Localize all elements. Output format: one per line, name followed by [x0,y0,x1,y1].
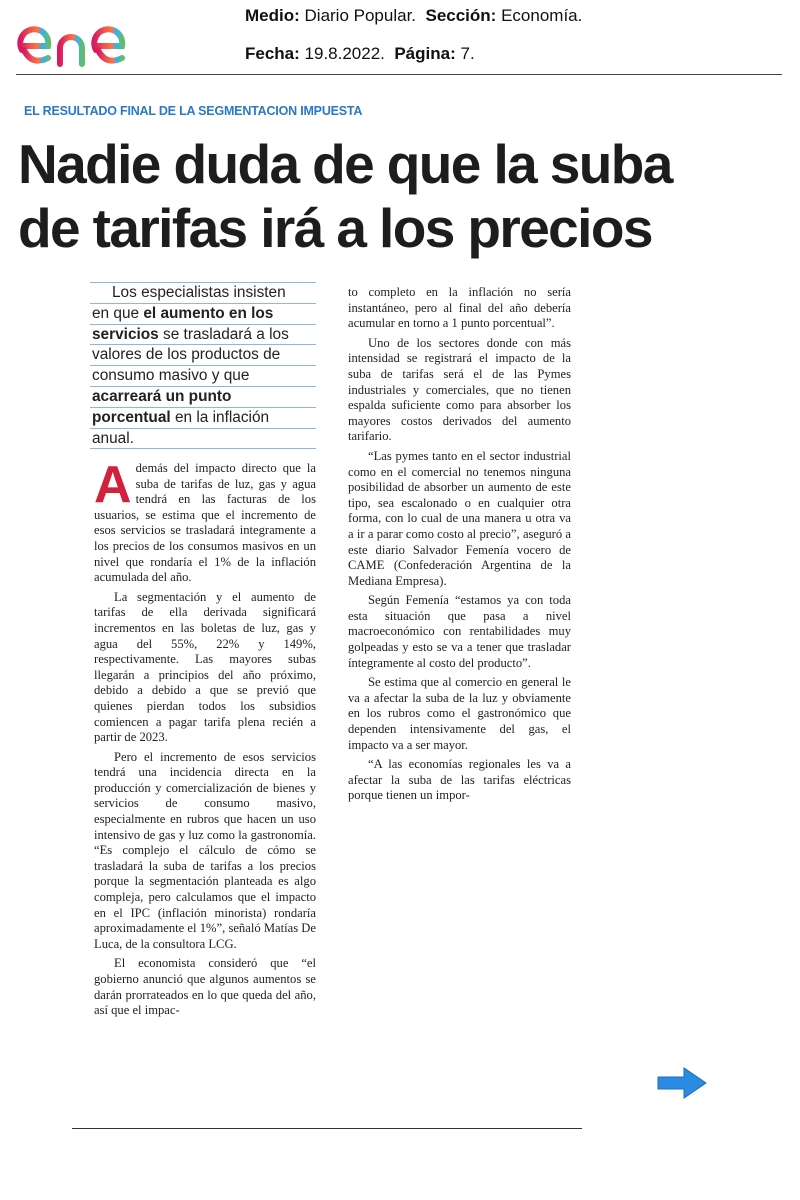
fecha-value: 19.8.2022. [304,44,385,63]
medio-label: Medio: [245,6,300,25]
lead-text: anual. [92,429,134,447]
arrow-right-icon[interactable] [656,1066,708,1100]
meta-medio-seccion [245,6,582,26]
seccion-label: Sección: [425,6,497,25]
lead-paragraph [90,282,316,449]
lead-line [90,429,316,450]
lead-text: consumo masivo y que [92,367,250,385]
pagina-label: Página: [394,44,456,63]
lead-emphasis: el aumento en los [143,304,274,322]
article-column-2 [348,285,571,808]
lead-text: se trasladará a los [158,325,289,343]
body-paragraph: to completo en la inflación no sería instantáneo, pero al final del año debería acumular en torno a 1 punto porcentual”. [348,285,571,331]
body-paragraph: Según Femenía “estamos ya con toda esta situación que pasa a nivel macroeconómico con rentabilidades muy golpeadas y esto se va a tener que trasladar íntegramente al costo del producto”. [348,593,571,670]
headline-line: Nadie duda de que la suba [18,133,672,195]
body-paragraph: Se estima que al comercio en general le va a afectar la suba de la luz y obviamente en los rubros como el gastronómico que dependen intensivamente del gas, el impacto va a ser mayor. [348,675,571,752]
drop-cap: A [94,456,132,514]
medio-value: Diario Popular. [304,6,417,25]
lead-text: en la inflación [170,408,270,426]
body-paragraph: El economista consideró que “el gobierno anunció que algunos aumentos se darán prorrateados en lo que queda del año, así que el impac- [94,956,316,1018]
body-paragraph: demás del impacto directo que la suba de tarifas de luz, gas y agua tendrá en las facturas de los usuarios, se estima que el incremento de esos servicios se trasladará integramente a los precios de los consumos masivos en un nivel que rondaría el 1% de la inflación acumulada del año. [94,461,316,585]
lead-emphasis: acarreará un punto [92,387,232,405]
lead-line [90,304,316,325]
body-paragraph: Uno de los sectores donde con más intensidad se registrará el impacto de la suba de tarifas será el de las Pymes industriales y comerciales, que no tienen espalda suficiente como para absorber los mayores costos derivados del aumento tarifario. [348,335,571,444]
lead-emphasis: servicios [92,325,159,343]
article-kicker: EL RESULTADO FINAL DE LA SEGMENTACION IMPUESTA [24,104,363,118]
fecha-label: Fecha: [245,44,300,63]
lead-line [90,282,316,304]
enel-logo [16,6,176,72]
lead-text: Los especialistas insisten [112,284,286,301]
body-paragraph: La segmentación y el aumento de tarifas de ella derivada significará incrementos en las boletas de luz, gas y agua del 55%, 22% y 149%, respectivamente. Las mayores subas llegarán a principios del año próximo, debido a debido a que se previó que quienes pierdan todos los subsidios comiencen a pagar tarifa plena recién a partir de 2023. [94,589,316,745]
pagina-value: 7. [460,44,475,63]
lead-line [90,325,316,346]
seccion-value: Economía. [501,6,583,25]
meta-fecha-pagina [245,44,475,64]
article-column-1 [94,456,316,1023]
lead-line [90,345,316,366]
body-paragraph: “Las pymes tanto en el sector industrial como en el comercial no tenemos ninguna posibilidad de absorber un aumento de este tipo, sea escalonado o en cualquier otra forma, con lo cual de una manera u otra va a ir a parar como costo al precio”, aseguró a este diario Salvador Femenía vocero de CAME (Confederación Argentina de la Mediana Empresa). [348,448,571,588]
header-divider [16,74,782,75]
lead-text: valores de los productos de [92,346,281,364]
lead-line [90,408,316,429]
body-paragraph: “A las economías regionales les va a afectar la suba de las tarifas eléctricas porque tienen un impor- [348,757,571,803]
lead-line [90,366,316,387]
lead-emphasis: porcentual [92,408,171,426]
footer-divider [72,1128,582,1129]
lead-text: en que [92,304,144,322]
lead-line [90,387,316,408]
body-paragraph: Pero el incremento de esos servicios tendrá una incidencia directa en la producción y comercialización de bienes y servicios de consumo masivo, especialmente en rubros que hacen un uso intensivo de gas y luz como la gastronomía. “Es complejo el cálculo de cómo se trasladará la suba de tarifas a los precios porque la segmentación planteada es algo compleja, pero calculamos que el impacto en el IPC (inflación minorista) rondaría aproximadamente el 1%”, señaló Matías De Luca, de la consultora LCG. [94,749,316,951]
article-headline [18,132,793,260]
headline-line: de tarifas irá a los precios [18,197,652,259]
